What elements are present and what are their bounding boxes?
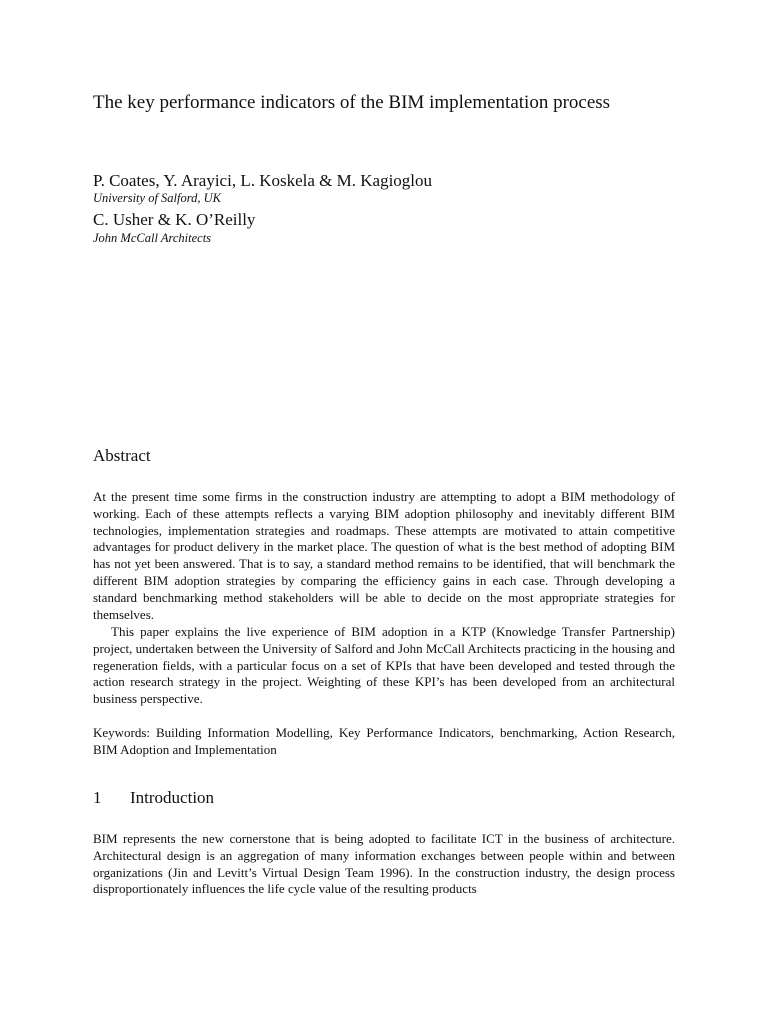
introduction-paragraph-1: BIM represents the new cornerstone that is being adopted to facilitate ICT in the business of architecture. Architectural design is an aggregation of many information exchanges between people within and between organizations (Jin and Levitt’s Virtual Design Team 1996). In the construction industry, the design process disproportionately influences the life cycle value of the resulting products — [93, 831, 675, 897]
paper-title: The key performance indicators of the BIM implementation process — [93, 92, 611, 113]
affiliation-salford: University of Salford, UK — [93, 191, 222, 205]
keywords: Keywords: Building Information Modelling, Key Performance Indicators, benchmarking, Action Research, BIM Adoption and Implementation — [93, 725, 675, 757]
section-title: Introduction — [130, 788, 215, 807]
author-list-mccall: C. Usher & K. O’Reilly — [93, 210, 256, 229]
section-heading-introduction — [93, 788, 214, 808]
abstract-paragraph-1: At the present time some firms in the construction industry are attempting to adopt a BIM methodology of working. Each of these attempts reflects a varying BIM adoption philosophy and inevitably different BIM technologies, implementation strategies and roadmaps. These attempts are motivated to attain competitive advantages for product delivery in the market place. The question of what is the best method of adopting BIM has not yet been answered. That is to say, a standard method remains to be identified, that will benchmark the different BIM adoption strategies by comparing the efficiency gains in each case. Through developing a standard benchmarking method stakeholders will be able to decide on the most appropriate strategies for themselves. — [93, 489, 675, 622]
abstract-heading: Abstract — [93, 446, 151, 465]
section-number: 1 — [93, 788, 102, 807]
abstract-paragraph-2: This paper explains the live experience of BIM adoption in a KTP (Knowledge Transfer Partnership) project, undertaken between the University of Salford and John McCall Architects practicing in the housing and regeneration fields, with a particular focus on a set of KPIs that have been developed and tested through the action research strategy in the project. Weighting of these KPI’s has been developed from an architectural business perspective. — [93, 624, 675, 707]
author-list-salford: P. Coates, Y. Arayici, L. Koskela & M. Kagioglou — [93, 171, 433, 190]
affiliation-mccall: John McCall Architects — [93, 231, 212, 245]
